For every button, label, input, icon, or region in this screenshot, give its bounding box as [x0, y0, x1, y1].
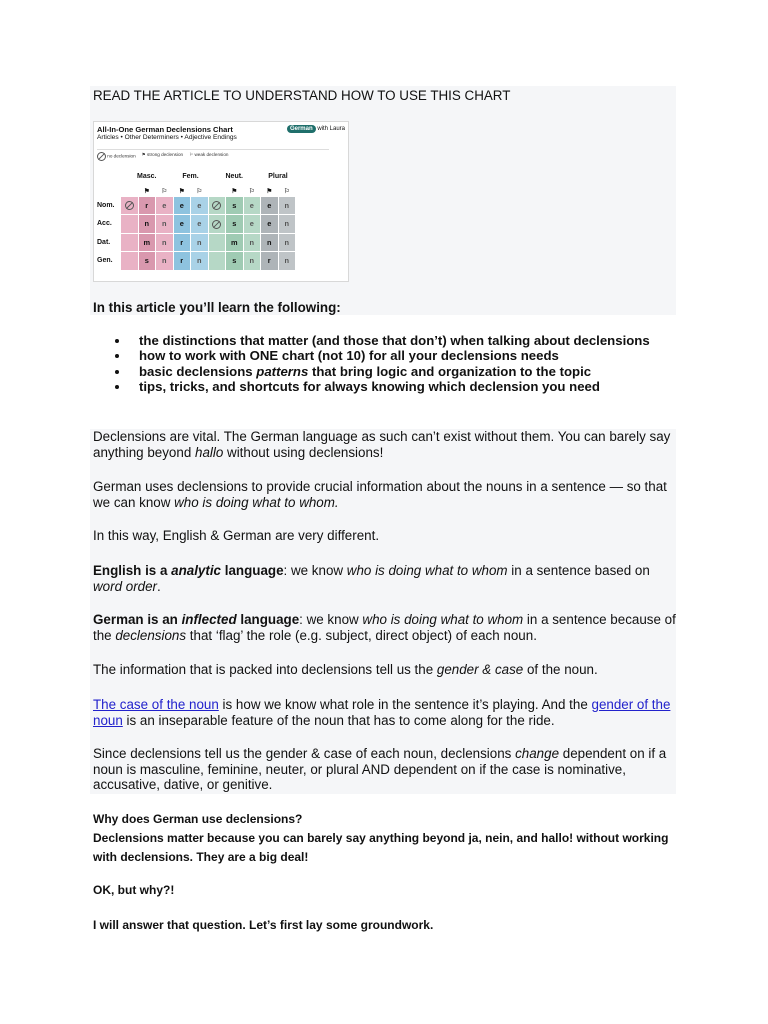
table-cell: e: [261, 196, 279, 215]
table-cell: e: [156, 196, 174, 215]
no-declension-icon: [212, 201, 221, 210]
table-cell: s: [226, 196, 244, 215]
table-cell: n: [156, 252, 174, 271]
table-row: [95, 196, 296, 215]
ok-why: OK, but why?!: [93, 883, 175, 897]
legend-strong: ⚑ strong declension: [141, 152, 184, 157]
paragraph-information: The information that is packed into declensions tell us the gender & case of the noun.: [93, 662, 598, 677]
weak-flag-icon: ⚐: [191, 186, 209, 196]
row-label: Acc.: [95, 215, 121, 234]
table-cell: [208, 233, 226, 252]
group-header-row: [95, 168, 296, 187]
chart-subtitle: Articles • Other Determiners • Adjective Endings: [97, 134, 237, 141]
gender-of-noun-link[interactable]: gender of the noun: [93, 697, 671, 728]
logo-suffix: with Laura: [317, 126, 345, 132]
paragraph-english-analytic: English is a analytic language: we know who is doing what to whom in a sentence based on word order.: [93, 563, 650, 594]
paragraph-different: In this way, English & German are very different.: [93, 528, 380, 543]
chart-legend: [97, 149, 329, 161]
table-cell: [121, 233, 139, 252]
table-cell: m: [138, 233, 156, 252]
no-declension-icon: [125, 201, 134, 210]
learn-list: [111, 333, 651, 394]
no-declension-icon: [212, 220, 221, 229]
table-cell: e: [191, 196, 209, 215]
table-cell: e: [173, 196, 191, 215]
table-cell: [208, 215, 226, 234]
logo-bubble: German: [287, 125, 316, 133]
strong-flag-icon: ⚑: [141, 152, 146, 157]
table-cell: e: [261, 215, 279, 234]
table-cell: n: [278, 252, 296, 271]
chart-logo: [287, 126, 345, 132]
table-cell: r: [138, 196, 156, 215]
strong-flag-icon: ⚑: [138, 186, 156, 196]
learn-heading: In this article you’ll learn the following:: [93, 300, 341, 315]
chart-title: All-In-One German Declensions Chart: [97, 125, 233, 134]
legend-weak: ⚐ weak declension: [189, 152, 229, 157]
strong-flag-icon: ⚑: [261, 186, 279, 196]
table-cell: e: [173, 215, 191, 234]
table-cell: [121, 252, 139, 271]
row-label: Dat.: [95, 233, 121, 252]
table-cell: n: [156, 233, 174, 252]
why-body: Declensions matter because you can barely say anything beyond ja, nein, and hallo! without working with declensions. They are a big deal!: [93, 831, 669, 864]
row-label: Gen.: [95, 252, 121, 271]
table-cell: e: [243, 215, 261, 234]
table-row: [95, 233, 296, 252]
weak-flag-icon: ⚐: [189, 152, 194, 157]
table-row: [95, 252, 296, 271]
list-item: basic declensions patterns that bring logic and organization to the topic: [111, 364, 651, 379]
case-of-noun-link[interactable]: The case of the noun: [93, 697, 219, 712]
top-heading: READ THE ARTICLE TO UNDERSTAND HOW TO USE THIS CHART: [93, 88, 511, 103]
table-cell: [208, 252, 226, 271]
table-cell: e: [191, 215, 209, 234]
weak-flag-icon: ⚐: [156, 186, 174, 196]
table-cell: r: [173, 233, 191, 252]
group-masc: Masc.: [121, 168, 174, 187]
list-item: tips, tricks, and shortcuts for always knowing which declension you need: [111, 379, 651, 394]
paragraph-declensions-change: Since declensions tell us the gender & case of each noun, declensions change dependent on if a noun is masculine, feminine, neuter, or plural AND dependent on if the case is nominative, accusative, dative, or genitive.: [93, 746, 667, 792]
group-neut: Neut.: [208, 168, 261, 187]
paragraph-crucial-info: German uses declensions to provide crucial information about the nouns in a sentence — so that we can know who is doing what to whom.: [93, 479, 667, 510]
strong-flag-icon: ⚑: [173, 186, 191, 196]
table-cell: n: [278, 196, 296, 215]
table-cell: n: [191, 233, 209, 252]
table-cell: n: [261, 233, 279, 252]
table-cell: n: [243, 233, 261, 252]
group-fem: Fem.: [173, 168, 208, 187]
table-cell: n: [278, 233, 296, 252]
table-cell: m: [226, 233, 244, 252]
table-cell: n: [191, 252, 209, 271]
list-item: how to work with ONE chart (not 10) for all your declensions needs: [111, 348, 651, 363]
weak-flag-icon: ⚐: [278, 186, 296, 196]
table-cell: [121, 196, 139, 215]
table-cell: n: [243, 252, 261, 271]
table-cell: n: [278, 215, 296, 234]
no-declension-icon: [97, 152, 106, 161]
table-cell: s: [226, 215, 244, 234]
table-row: [95, 215, 296, 234]
why-heading: Why does German use declensions?: [93, 812, 303, 826]
table-cell: r: [173, 252, 191, 271]
paragraph-case-gender: The case of the noun is how we know what role in the sentence it’s playing. And the gender of the noun is an inseparable feature of the noun that has to come along for the ride.: [93, 697, 671, 728]
paragraph-german-inflected: German is an inflected language: we know who is doing what to whom in a sentence because of the declensions that ‘flag’ the role (e.g. subject, direct object) of each noun.: [93, 612, 676, 643]
row-label: Nom.: [95, 196, 121, 215]
table-cell: n: [156, 215, 174, 234]
flag-row: [95, 186, 296, 196]
legend-no: no declension: [97, 152, 136, 161]
table-cell: n: [138, 215, 156, 234]
paragraph-vital: Declensions are vital. The German language as such can’t exist without them. You can barely say anything beyond hallo without using declensions!: [93, 429, 671, 460]
declension-table: [94, 167, 296, 271]
declensions-chart-image: [93, 121, 349, 282]
answer-line: I will answer that question. Let’s first lay some groundwork.: [93, 918, 434, 932]
table-cell: e: [243, 196, 261, 215]
strong-flag-icon: ⚑: [226, 186, 244, 196]
table-cell: [208, 196, 226, 215]
table-cell: s: [226, 252, 244, 271]
list-item: the distinctions that matter (and those that don’t) when talking about declensions: [111, 333, 651, 348]
table-cell: s: [138, 252, 156, 271]
table-cell: r: [261, 252, 279, 271]
weak-flag-icon: ⚐: [243, 186, 261, 196]
group-plural: Plural: [261, 168, 296, 187]
table-cell: [121, 215, 139, 234]
